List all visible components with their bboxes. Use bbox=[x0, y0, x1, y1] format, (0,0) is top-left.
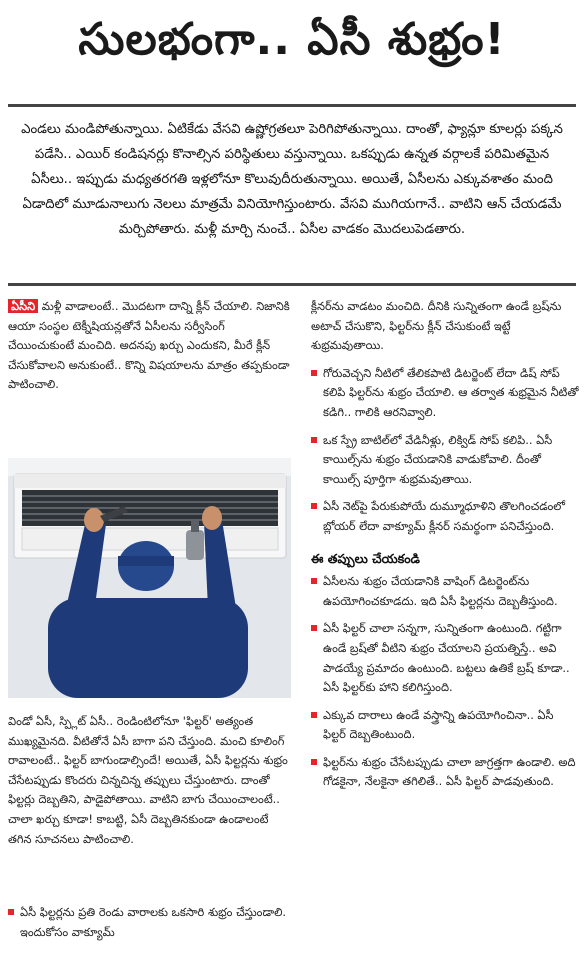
left-tips bbox=[8, 903, 291, 942]
left-body bbox=[8, 712, 291, 849]
right-column bbox=[311, 297, 579, 800]
filter-paragraph: విండో ఏసీ, స్ప్లిట్ ఏసీ.. రెండింటిలోనూ 'ఫిల్టర్' అత్యంత ముఖ్యమైనది. వీటితోనే ఏసీ బాగా పని చేస్తుంది. మంచి కూలింగ్ రావాలంటే.. ఫిల్టర్ బాగుండాల్సిందే! అయితే, ఏసీ ఫిల్టర్లను శుభ్రం చేసేటప్పుడు కొందరు చిన్నచిన్న తప్పులు చేస్తుంటారు. దాంతో ఫిల్టర్లు దెబ్బతిని, పాడైపోతాయి. వాటిని బాగు చేయించాలంటే.. చాలా ఖర్చు కూడా! కాబట్టి, ఏసీ దెబ్బతినకుండా ఉండాలంటే తగిన సూచనలు పాటించాలి. bbox=[8, 714, 288, 846]
tip-item: ఒక స్ప్రే బాటిల్‌లో వేడినీళ్లు, లిక్విడ్ సోప్ కలిపి.. ఏసీ కాయిల్స్‌ను శుభ్రం చేయడానికి వాడుకోవాలి. దీంతో కాయిల్స్ పూర్తిగా శుభ్రమవుతాయి. bbox=[311, 431, 579, 490]
ac-cleaning-photo bbox=[8, 458, 291, 698]
tip-item: ఏసీ ఫిల్టర్లను ప్రతి రెండు వారాలకు ఒకసారి శుభ్రం చేస్తుండాలి. ఇందుకోసం వాక్యూమ్ bbox=[8, 903, 291, 942]
technician-cleaning-ac-illustration bbox=[8, 458, 291, 698]
donts-heading: ఈ తప్పులు చేయకండి bbox=[311, 550, 420, 566]
dont-item: ఏసీ ఫిల్టర్ చాలా సన్నగా, సున్నితంగా ఉంటుంది. గట్టిగా ఉండే బ్రష్‌తో వీటిని శుభ్రం చేయాలని ప్రయత్నిస్తే.. అవి పాడయ్యే ప్రమాదం ఉంటుంది. బట్టలు ఉతికే బ్రష్ కూడా.. ఏసీ ఫిల్టర్‌కు హాని కలిగిస్తుంది. bbox=[311, 619, 579, 697]
tip-item: ఏసీ నెట్‌పై పేరుకుపోయే దుమ్మూధూళిని తొలగించడంలో బ్లోయర్ లేదా వాక్యూమ్ క్లీనర్ సమర్థంగా పనిచేస్తుంది. bbox=[311, 497, 579, 536]
left-intro bbox=[8, 297, 291, 395]
intro-highlight: ఏసీని bbox=[8, 299, 38, 313]
headline: సులభంగా.. ఏసీ శుభ్రం! bbox=[78, 14, 506, 65]
tip-item: గోరువెచ్చని నీటిలో తేలికపాటి డిటర్జెంట్ లేదా డిష్ సోప్ కలిపి ఫిల్టర్‌ను శుభ్రం చేయాలి. ఆ తర్వాత శుభ్రమైన నీటితో కడిగి.. గాలికి ఆరనివ్వాలి. bbox=[311, 364, 579, 423]
intro-paragraph bbox=[8, 297, 291, 395]
intro-text: మళ్లీ వాడాలంటే.. మొదటగా దాన్ని క్లీన్ చేయాలి. నిజానికి ఆయా సంస్థల టెక్నీషియన్లతోనే ఏసీలను సర్వీసింగ్ చేయించుకుంటే మంచిది. అదనపు ఖర్చు ఎందుకని, మీరే క్లీన్ చేసుకోవాలని అనుకుంటే.. కొన్ని విషయాలను మాత్రం తప్పకుండా పాటించాలి. bbox=[8, 299, 290, 392]
lead-paragraph: ఎండలు మండిపోతున్నాయి. ఏటికేడు వేసవి ఉష్ణోగ్రతలూ పెరిగిపోతున్నాయి. దాంతో, ఫ్యాన్లూ కూలర్లు పక్కన పడేసి.. ఎయిర్ కండిషనర్లు కొనాల్సిన పరిస్థితులు వస్తున్నాయి. ఒకప్పుడు ఉన్నత వర్గాలకే పరిమితమైన ఏసీలు.. ఇప్పుడు మధ్యతరగతి ఇళ్లలోనూ కొలువుదీరుతున్నాయి. అయితే, ఏసీలను ఎక్కువశాతం మంది ఏడాదిలో మూడునాలుగు నెలలు మాత్రమే వినియోగిస్తుంటారు. వేసవి ముగియగానే.. వాటిని ఆన్ చేయడమే మర్చిపోతారు. మళ్లీ మార్చి నుంచే.. ఏసీల వాడకం మొదలుపెడతారు. bbox=[8, 104, 576, 286]
dont-item: ఏసీలను శుభ్రం చేయడానికి వాషింగ్ డిటర్జెంట్‌ను ఉపయోగించకూడదు. ఇది ఏసీ ఫిల్టర్లను దెబ్బతీస్తుంది. bbox=[311, 572, 579, 611]
continued-paragraph: క్లీనర్‌ను వాడటం మంచిది. దీనికి సున్నితంగా ఉండే బ్రష్‌ను అటాచ్ చేసుకొని, ఫిల్టర్‌ను క్లీన్ చేసుకుంటే ఇట్టే శుభ్రమవుతాయి. bbox=[311, 299, 562, 353]
dont-item: ఎక్కువ దారాలు ఉండే వస్త్రాన్ని ఉపయోగించినా.. ఏసీ ఫిల్టర్ దెబ్బతింటుంది. bbox=[311, 706, 579, 745]
dont-item: ఫిల్టర్‌ను శుభ్రం చేసేటప్పుడు చాలా జాగ్రత్తగా ఉండాలి. అది గోడకైనా, నేలకైనా తగిలితే.. ఏసీ ఫిల్టర్ పాడవుతుంది. bbox=[311, 753, 579, 792]
